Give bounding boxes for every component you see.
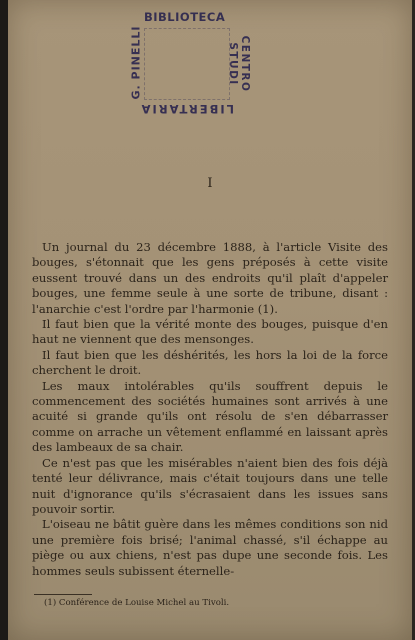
paragraph: Il faut bien que la vérité monte des bouges, puisque d'en haut ne viennent que des mensonges. [32,317,388,347]
stamp-frame [144,28,230,100]
paragraph: Ce n'est pas que les misérables n'aient bien des fois déjà tenté leur délivrance, mais c'était toujours dans une telle nuit d'ignorance qu'ils s'écrasaient dans les issues sans pouvoir sortir. [32,455,388,516]
book-page [8,0,412,640]
stamp-top-text: BIBLIOTECA [144,10,226,24]
library-stamp [122,6,250,128]
footnote: (1) Conférence de Louise Michel au Tivoli. [44,598,230,608]
paragraph: Un journal du 23 décembre 1888, à l'article Visite des bouges, s'étonnait que les gens préposés à cette visite eussent trouvé dans un des endroits qu'il plaît d'appeler bouges, une femme seule à une sorte de tribune, disant : l'anarchie c'est l'ordre par l'harmonie (1). [32,240,388,316]
paragraph: L'oiseau ne bâtit guère dans les mêmes conditions son nid une première fois brisé; l'animal chassé, s'il échappe au piège ou aux chiens, n'est pas dupe une seconde fois. Les hommes seuls subissent éternelle- [32,517,388,578]
stamp-left-text: G. PINELLI [129,25,143,100]
stamp-bottom-text: LIBERTARIA [139,102,234,116]
paragraph: Les maux intolérables qu'ils souffrent depuis le commencement des sociétés humaines sont arrivés à une acuité si grande qu'ils ont résolu de s'en débarrasser comme on arrache un vêtement enflammé en laissant après des lambeaux de sa chair. [32,378,388,455]
stamp-right-text: CENTRO STUDI [227,35,251,93]
body-text [32,240,388,579]
footnote-rule [34,594,92,595]
paragraph: Il faut bien que les déshérités, les hors la loi de la force cherchent le droit. [32,347,388,378]
chapter-number: I [207,176,213,191]
